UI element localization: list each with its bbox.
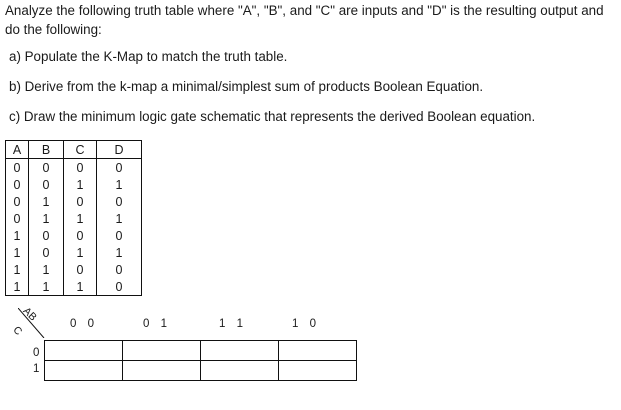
table-row bbox=[6, 261, 142, 278]
header-c: C bbox=[64, 141, 97, 159]
cell-d: 0 bbox=[97, 227, 142, 244]
kmap-cell[interactable] bbox=[279, 341, 357, 361]
cell-c: 0 bbox=[64, 261, 97, 278]
cell-a: 1 bbox=[6, 227, 29, 244]
cell-b: 0 bbox=[29, 227, 64, 244]
cell-c: 0 bbox=[64, 227, 97, 244]
header-a: A bbox=[6, 141, 29, 159]
cell-b: 0 bbox=[29, 159, 64, 177]
cell-b: 1 bbox=[29, 261, 64, 278]
kmap-cell[interactable] bbox=[45, 341, 123, 361]
table-row bbox=[6, 210, 142, 227]
cell-d: 0 bbox=[97, 261, 142, 278]
kmap-cell[interactable] bbox=[123, 341, 201, 361]
kmap-cell[interactable] bbox=[201, 341, 279, 361]
header-b: B bbox=[29, 141, 64, 159]
kmap-row-header: 1 bbox=[33, 363, 40, 375]
kmap-row bbox=[45, 341, 357, 361]
question-part-b: b) Derive from the k-map a minimal/simplest sum of products Boolean Equation. bbox=[9, 79, 484, 94]
cell-a: 0 bbox=[6, 210, 29, 227]
header-d: D bbox=[97, 141, 142, 159]
table-row bbox=[6, 227, 142, 244]
cell-a: 1 bbox=[6, 278, 29, 296]
cell-d: 0 bbox=[97, 159, 142, 177]
kmap-col-header: 0 1 bbox=[143, 318, 171, 330]
question-intro: Analyze the following truth table where "A", "B", and "C" are inputs and "D" is the resulting output and do the following: bbox=[5, 3, 604, 37]
cell-c: 0 bbox=[64, 159, 97, 177]
cell-c: 1 bbox=[64, 278, 97, 296]
kmap-row bbox=[45, 361, 357, 381]
kmap-cell[interactable] bbox=[123, 361, 201, 381]
cell-b: 1 bbox=[29, 193, 64, 210]
table-row bbox=[6, 278, 142, 296]
kmap-col-header: 1 0 bbox=[292, 318, 320, 330]
table-row bbox=[6, 244, 142, 261]
kmap-col-header: 1 1 bbox=[219, 318, 247, 330]
cell-d: 1 bbox=[97, 210, 142, 227]
kmap-cell[interactable] bbox=[45, 361, 123, 381]
cell-b: 0 bbox=[29, 244, 64, 261]
table-row bbox=[6, 159, 142, 177]
cell-a: 1 bbox=[6, 244, 29, 261]
cell-b: 1 bbox=[29, 278, 64, 296]
table-row bbox=[6, 176, 142, 193]
cell-a: 0 bbox=[6, 176, 29, 193]
cell-c: 1 bbox=[64, 244, 97, 261]
cell-b: 1 bbox=[29, 210, 64, 227]
truth-table-header-row bbox=[6, 141, 142, 159]
cell-a: 0 bbox=[6, 159, 29, 177]
question-part-c: c) Draw the minimum logic gate schematic that represents the derived Boolean equation. bbox=[9, 109, 536, 124]
cell-c: 1 bbox=[64, 210, 97, 227]
kmap-grid bbox=[44, 340, 357, 381]
kmap-ab-label: AB bbox=[20, 305, 39, 324]
question-part-a: a) Populate the K-Map to match the truth table. bbox=[9, 49, 288, 64]
cell-d: 0 bbox=[97, 278, 142, 296]
kmap-row-header: 0 bbox=[33, 347, 40, 359]
truth-table bbox=[5, 140, 142, 296]
kmap-cell[interactable] bbox=[279, 361, 357, 381]
kmap-col-header: 0 0 bbox=[70, 318, 98, 330]
table-row bbox=[6, 193, 142, 210]
kmap-cell[interactable] bbox=[201, 361, 279, 381]
kmap-c-label: C bbox=[10, 324, 25, 338]
cell-a: 1 bbox=[6, 261, 29, 278]
cell-d: 1 bbox=[97, 244, 142, 261]
cell-c: 1 bbox=[64, 176, 97, 193]
cell-c: 0 bbox=[64, 193, 97, 210]
cell-d: 0 bbox=[97, 193, 142, 210]
cell-b: 0 bbox=[29, 176, 64, 193]
cell-d: 1 bbox=[97, 176, 142, 193]
cell-a: 0 bbox=[6, 193, 29, 210]
